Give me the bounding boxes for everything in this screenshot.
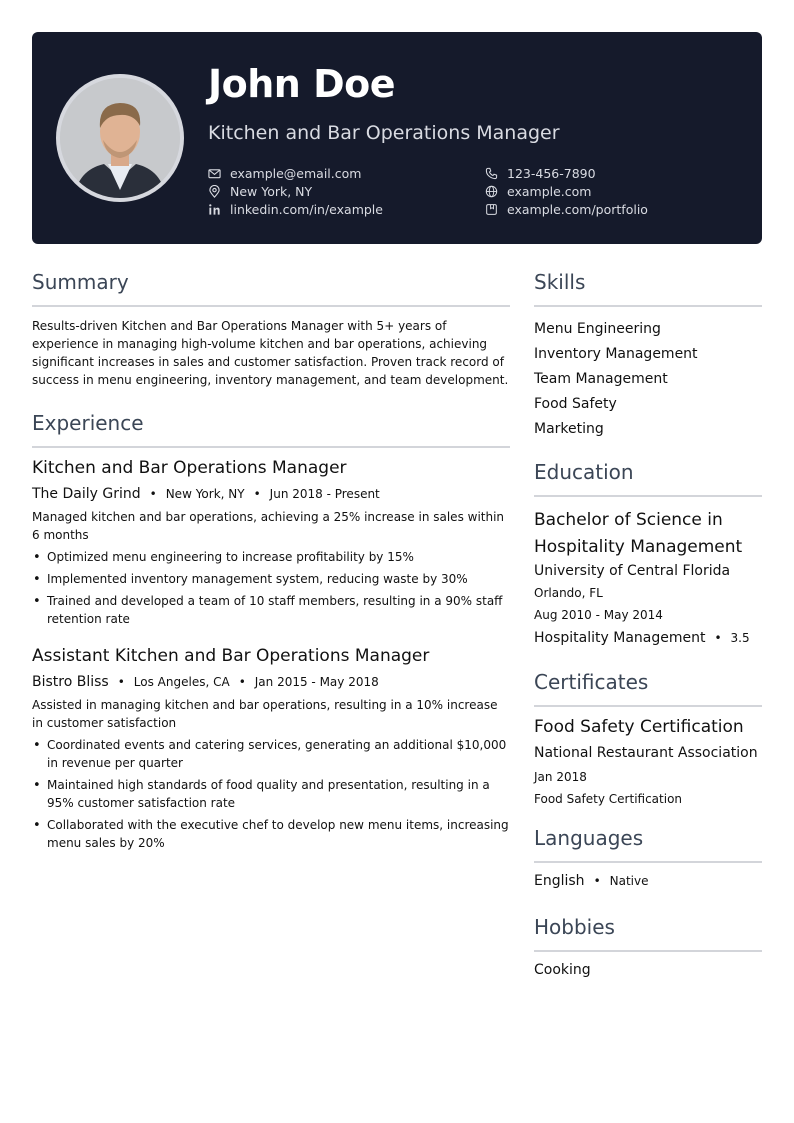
job-location: New York, NY [165,487,245,501]
summary-heading: Summary [32,270,510,307]
summary-text: Results-driven Kitchen and Bar Operations Manager with 5+ years of experience in managing high-volume kitchen and bar operations, achieving significant increases in sales and customer satisfaction. Proven track record of success in menu engineering, inventory management, and team development. [32,319,509,387]
contact-email[interactable] [208,166,383,181]
contact-phone-text: 123-456-7890 [507,166,596,181]
main-column [32,270,510,870]
job-bullet: • Maintained high standards of food quality and presentation, resulting in a 95% customer satisfaction rate [32,776,510,812]
contact-location [208,184,383,199]
education-gpa: 3.5 [730,631,750,645]
location-pin-icon [208,185,221,198]
job-title: Assistant Kitchen and Bar Operations Manager [32,646,430,666]
education-heading: Education [534,460,762,497]
experience-heading: Experience [32,411,510,448]
language-level: Native [609,874,649,888]
contact-website-text: example.com [507,184,592,199]
globe-icon [485,185,498,198]
contact-website[interactable] [485,184,648,199]
skill-item: Food Safety [534,396,617,412]
certificate-date: Jan 2018 [534,770,587,784]
language-row [534,873,762,889]
job-company: Bistro Bliss [32,674,109,690]
contact-portfolio[interactable] [485,202,648,217]
certificate-name: Food Safety Certification [534,717,744,737]
portfolio-icon [485,203,498,216]
education-field-row [534,630,762,646]
contact-location-text: New York, NY [230,184,313,199]
hobbies-heading: Hobbies [534,915,762,952]
resume-header [32,32,762,244]
certificate-description: Food Safety Certification [534,792,683,806]
profile-photo [56,74,184,202]
skill-item: Inventory Management [534,346,698,362]
contact-linkedin-text: linkedin.com/in/example [230,202,383,217]
skills-heading: Skills [534,270,762,307]
job-bullet: • Optimized menu engineering to increase profitability by 15% [32,548,510,566]
job-bullet: • Coordinated events and catering services, generating an additional $10,000 in revenue per quarter [32,736,510,772]
candidate-name: John Doe [208,62,396,106]
contact-email-text: example@email.com [230,166,362,181]
job-bullets [32,736,510,852]
skill-item: Marketing [534,421,604,437]
certificate-organization: National Restaurant Association [534,745,758,761]
education-school: University of Central Florida [534,563,731,579]
skill-item: Team Management [534,371,668,387]
mail-icon [208,167,221,180]
separator-dot: • [149,487,157,501]
job-company: The Daily Grind [32,486,141,502]
experience-entry [32,646,510,852]
job-description: Managed kitchen and bar operations, achieving a 25% increase in sales within 6 months [32,510,505,542]
contact-portfolio-text: example.com/portfolio [507,202,648,217]
job-meta [32,486,510,502]
separator-dot: • [117,675,125,689]
contact-phone[interactable] [485,166,648,181]
side-column [534,270,762,978]
languages-heading: Languages [534,826,762,863]
job-dates: Jan 2015 - May 2018 [254,675,379,689]
job-dates: Jun 2018 - Present [269,487,380,501]
job-meta [32,674,510,690]
job-bullet: • Implemented inventory management system, reducing waste by 30% [32,570,510,588]
language-name: English [534,873,585,889]
phone-icon [485,167,498,180]
contact-column-left [208,166,383,217]
job-location: Los Angeles, CA [133,675,230,689]
contact-column-right [485,166,648,217]
job-bullets [32,548,510,628]
separator-dot: • [593,874,601,888]
education-field: Hospitality Management [534,630,706,646]
skill-item: Menu Engineering [534,321,661,337]
experience-entry [32,458,510,628]
separator-dot: • [714,631,722,645]
separator-dot: • [238,675,246,689]
linkedin-icon [208,203,221,216]
separator-dot: • [253,487,261,501]
job-bullet: • Trained and developed a team of 10 staff members, resulting in a 90% staff retention rate [32,592,510,628]
education-dates: Aug 2010 - May 2014 [534,608,663,622]
skills-list [534,317,762,442]
job-description: Assisted in managing kitchen and bar operations, resulting in a 10% increase in customer satisfaction [32,698,498,730]
education-degree: Bachelor of Science in Hospitality Management [534,510,743,557]
hobby-item: Cooking [534,962,591,978]
contact-linkedin[interactable] [208,202,383,217]
candidate-title: Kitchen and Bar Operations Manager [208,122,560,144]
profile-photo-image [60,78,180,198]
education-location: Orlando, FL [534,586,603,600]
certificates-heading: Certificates [534,670,762,707]
job-title: Kitchen and Bar Operations Manager [32,458,347,478]
job-bullet: • Collaborated with the executive chef to develop new menu items, increasing menu sales by 20% [32,816,510,852]
